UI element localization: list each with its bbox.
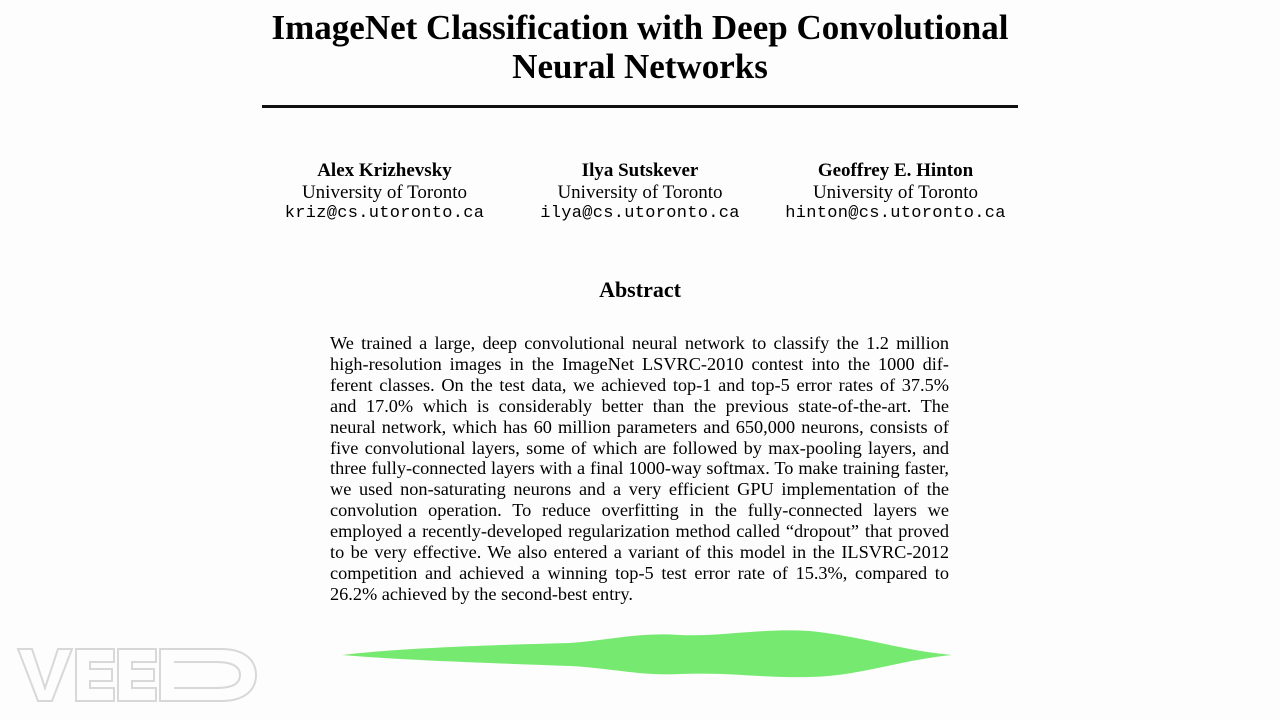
title-line-2: Neural Networks bbox=[512, 47, 768, 86]
paper-title bbox=[260, 8, 1020, 86]
author-email: hinton@cs.utoronto.ca bbox=[785, 204, 1006, 223]
author-name: Ilya Sutskever bbox=[581, 160, 699, 181]
audio-waveform-icon bbox=[340, 628, 955, 680]
abstract-heading: Abstract bbox=[599, 277, 681, 302]
author-email: ilya@cs.utoronto.ca bbox=[540, 204, 740, 223]
title-line-1: ImageNet Classification with Deep Convolutional bbox=[271, 8, 1009, 47]
abstract-text: We trained a large, deep convolutional neural network to classify the 1.2 million high-resolution images in the ImageNet LSVRC-2010 contest into the 1000 different classes. On the test data, we achieved top-1 and top-5 error rates of 37.5% and 17.0% which is considerably better than the previous state-of-the-art. The neural network, which has 60 million parameters and 650,000 neurons, consists of five convolutional layers, some of which are followed by max-pooling layers, and three fully-connected layers with a final 1000-way softmax. To make training faster, we used non-saturating neurons and a very efficient GPU implementation of the convolution operation. To reduce overfitting in the fully-connected layers we employed a recently-developed regularization method called “dropout” that proved to be very effective. We also entered a variant of this model in the ILSVRC-2012 competition and achieved a winning top-5 test error rate of 15.3%, compared to 26.2% achieved by the second-best entry. bbox=[330, 333, 949, 604]
author-name: Geoffrey E. Hinton bbox=[817, 160, 974, 181]
veed-watermark-icon bbox=[16, 645, 261, 705]
author-block bbox=[262, 160, 1018, 225]
title-rule bbox=[262, 105, 1018, 108]
author-3 bbox=[773, 160, 1018, 225]
author-affiliation: University of Toronto bbox=[812, 182, 979, 203]
author-1 bbox=[262, 160, 507, 225]
author-email: kriz@cs.utoronto.ca bbox=[284, 204, 485, 223]
author-affiliation: University of Toronto bbox=[557, 182, 723, 203]
author-name: Alex Krizhevsky bbox=[317, 160, 452, 181]
author-2 bbox=[518, 160, 763, 225]
author-affiliation: University of Toronto bbox=[301, 182, 468, 203]
